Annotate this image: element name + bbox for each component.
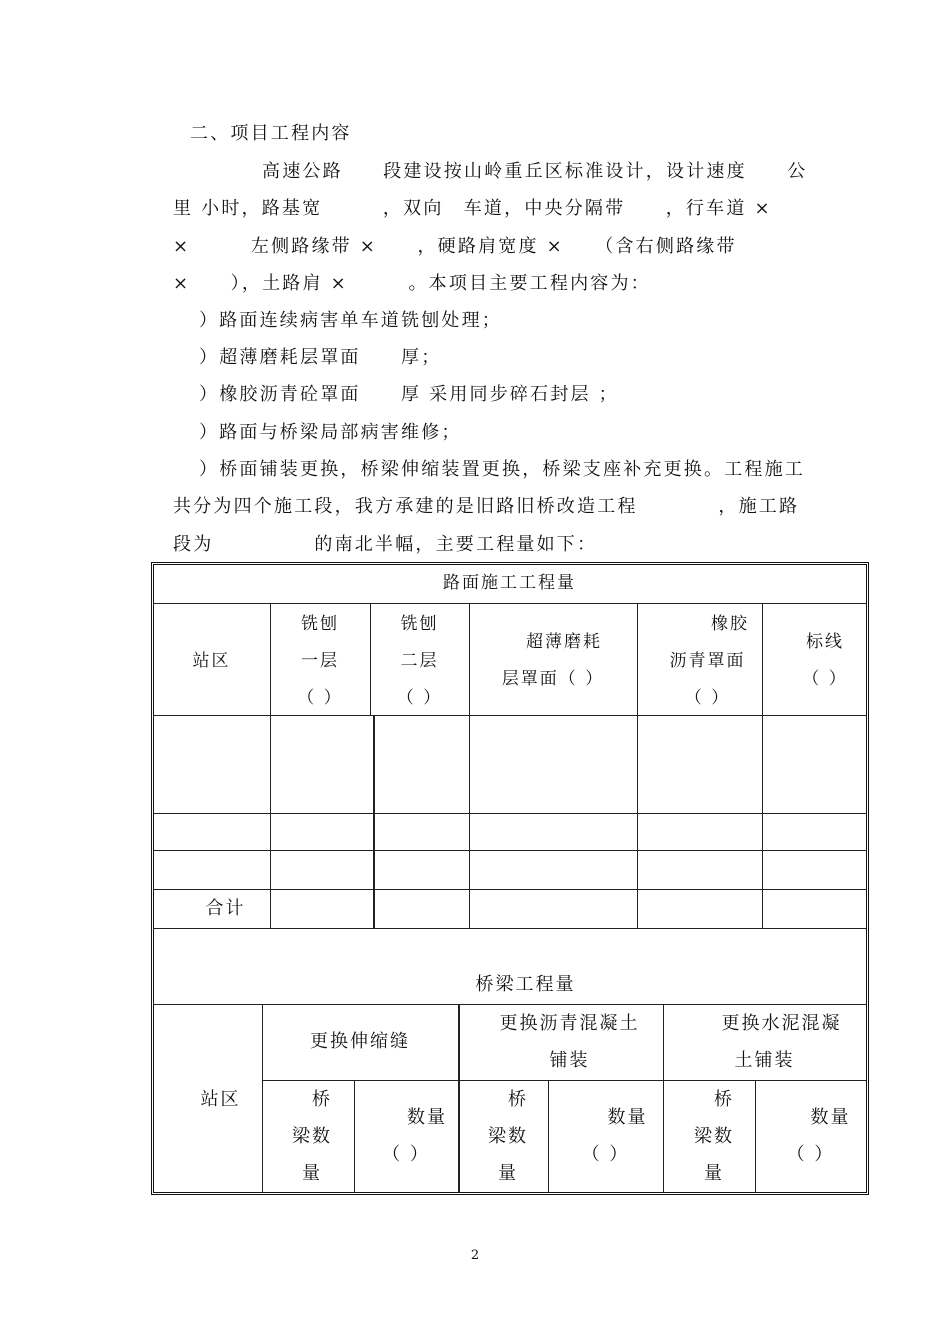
header-asphalt: 铺装 bbox=[549, 1050, 590, 1071]
header-mill1: 铣刨 bbox=[301, 614, 339, 634]
paragraph-line: × 左侧路缘带 × ，硬路肩宽度 × （含右侧路缘带 bbox=[173, 236, 737, 257]
header-rubber: 橡胶 bbox=[711, 614, 749, 634]
table-rule bbox=[153, 928, 866, 929]
table-rule bbox=[153, 603, 866, 604]
paragraph-line: 高速公路 段建设按山岭重丘区标准设计，设计速度 公 bbox=[262, 161, 808, 182]
total-label: 合计 bbox=[205, 898, 246, 919]
header-bridge-count: 桥 bbox=[312, 1089, 332, 1110]
header-marking: （ ） bbox=[802, 669, 848, 689]
header-quantity: 数量 bbox=[407, 1107, 447, 1128]
header-quantity: （ ） bbox=[382, 1144, 430, 1165]
header-bridge-count: 量 bbox=[302, 1163, 322, 1184]
list-item: ）超薄磨耗层罩面 厚； bbox=[199, 347, 442, 368]
header-asphalt: 更换沥青混凝土 bbox=[499, 1013, 640, 1034]
paragraph-line: 里 小时，路基宽 ，双向 车道，中央分隔带 ，行车道 × bbox=[173, 198, 772, 219]
header-bridge-count: 梁数 bbox=[292, 1126, 332, 1147]
table-rule bbox=[153, 813, 866, 814]
table-rule bbox=[373, 715, 375, 928]
header-quantity: （ ） bbox=[581, 1144, 630, 1165]
header-mill1: 一层 bbox=[301, 651, 339, 671]
header-rubber: 沥青罩面 bbox=[669, 651, 746, 671]
table-rule bbox=[469, 603, 470, 928]
list-item: ）橡胶沥青砼罩面 厚 采用同步碎石封层 ； bbox=[199, 384, 619, 405]
paragraph-line: 共分为四个施工段，我方承建的是旧路旧桥改造工程 ，施工路 bbox=[173, 496, 800, 517]
header-mill2: 铣刨 bbox=[400, 614, 439, 634]
header-quantity: 数量 bbox=[607, 1107, 648, 1128]
bridge-table-title: 桥梁工程量 bbox=[475, 974, 576, 995]
header-mill2: 二层 bbox=[400, 651, 439, 671]
table-rule bbox=[153, 1004, 866, 1005]
page-number: 2 bbox=[470, 1248, 480, 1263]
table-rule bbox=[153, 850, 866, 851]
header-bridge-count: 量 bbox=[704, 1163, 724, 1184]
header-mill1: （ ） bbox=[297, 688, 343, 708]
header-bridge-count: 桥 bbox=[714, 1089, 734, 1110]
header-ultrathin: 层罩面（ ） bbox=[501, 669, 605, 689]
header-ultrathin: 超薄磨耗 bbox=[526, 632, 602, 652]
list-item: ）路面连续病害单车道铣刨处理； bbox=[199, 310, 502, 331]
header-station: 站区 bbox=[200, 1089, 241, 1110]
header-marking: 标线 bbox=[806, 632, 844, 652]
list-item: ）桥面铺装更换，桥梁伸缩装置更换，桥梁支座补充更换。工程施工 bbox=[199, 459, 805, 480]
header-cement: 土铺装 bbox=[734, 1050, 795, 1071]
section-title: 二、项目工程内容 bbox=[190, 123, 352, 144]
header-quantity: （ ） bbox=[786, 1144, 835, 1165]
header-cement: 更换水泥混凝 bbox=[721, 1013, 842, 1034]
header-bridge-count: 梁数 bbox=[488, 1126, 528, 1147]
header-rubber: （ ） bbox=[684, 688, 731, 708]
header-quantity: 数量 bbox=[810, 1107, 851, 1128]
road-table-title: 路面施工工程量 bbox=[443, 573, 576, 593]
list-item: ）路面与桥梁局部病害维修； bbox=[199, 422, 462, 443]
header-bridge-count: 梁数 bbox=[694, 1126, 734, 1147]
table-rule bbox=[153, 889, 866, 890]
paragraph-line: 段为 的南北半幅，主要工程量如下： bbox=[173, 534, 598, 555]
header-bridge-count: 桥 bbox=[508, 1089, 528, 1110]
header-expansion: 更换伸缩缝 bbox=[310, 1031, 410, 1052]
header-station: 站区 bbox=[192, 651, 231, 671]
table-rule bbox=[262, 1080, 866, 1081]
header-mill2: （ ） bbox=[396, 688, 443, 708]
table-rule bbox=[153, 715, 866, 716]
paragraph-line: × ），土路肩 × 。本项目主要工程内容为： bbox=[173, 273, 651, 294]
header-bridge-count: 量 bbox=[498, 1163, 518, 1184]
